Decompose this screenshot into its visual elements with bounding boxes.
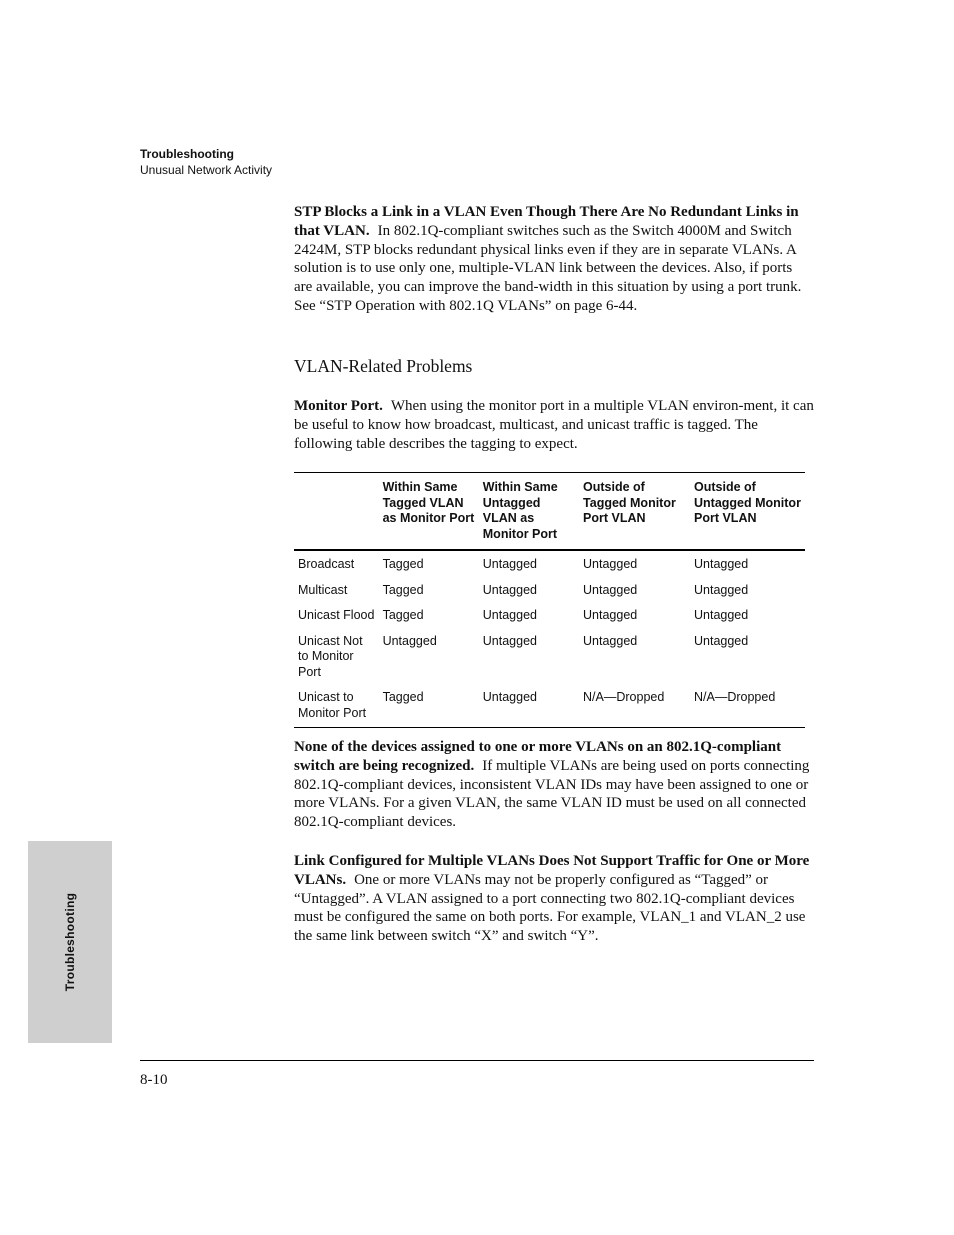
table-header-cell: Within Same Tagged VLAN as Monitor Port — [379, 473, 479, 551]
table-row — [294, 550, 805, 579]
table-cell: Untagged — [482, 557, 537, 571]
monitor-port-tagging-table — [294, 472, 805, 728]
table-header-cell: Outside of Untagged Monitor Port VLAN — [690, 473, 805, 551]
section-heading: VLAN-Related Problems — [294, 356, 473, 376]
table-cell: Untagged — [382, 633, 437, 648]
paragraph-text: In 802.1Q-compliant switches such as the Switch 4000M and Switch 2424M, STP blocks redundant physical links even if they are in separate VLANs. A solution is to use only one, multiple-VLAN link between the devices. Also, if ports are available, you can improve the band-width in this situation by using a port trunk. See “STP Operation with 802.1Q VLANs” on page 6-44. — [294, 222, 802, 314]
table-cell: Tagged — [382, 582, 424, 597]
table-cell: N/A—Dropped — [694, 690, 776, 704]
table-cell: Broadcast — [298, 557, 355, 571]
paragraph-heading: Monitor Port. — [294, 398, 383, 414]
page-number: 8-10 — [140, 1072, 168, 1088]
table-cell: Unicast Not to Monitor Port — [298, 633, 363, 679]
table-cell: Untagged — [694, 557, 749, 571]
paragraph-link-configured — [294, 852, 814, 946]
paragraph-heading: Link Configured for Multiple VLANs Does Not Support Traffic for One or More VLANs. — [294, 853, 810, 888]
table-row — [294, 604, 805, 630]
table-cell: Untagged — [583, 633, 638, 648]
chapter-side-tab-label: Troubleshooting — [63, 892, 77, 992]
table-cell: Untagged — [694, 633, 749, 648]
table-row — [294, 579, 805, 605]
table-cell: Tagged — [382, 608, 424, 622]
table-cell: Untagged — [482, 690, 537, 704]
table-cell: Untagged — [583, 557, 638, 571]
table-cell: Unicast Flood — [298, 608, 375, 622]
paragraph-stp-blocks-link — [294, 203, 814, 316]
paragraph-heading: STP Blocks a Link in a VLAN Even Though There Are No Redundant Links in that VLAN. — [294, 204, 799, 239]
table-row — [294, 686, 805, 728]
footer-divider — [140, 1060, 814, 1061]
table-cell: Untagged — [482, 582, 537, 597]
paragraph-text: When using the monitor port in a multiple VLAN environ-ment, it can be useful to know how broadcast, multicast, and unicast traffic is tagged. The following table describes the tagging to expect. — [294, 398, 814, 452]
table-cell: Untagged — [694, 608, 749, 622]
table-cell: Untagged — [694, 582, 749, 597]
table-row — [294, 630, 805, 687]
table-header-cell: Within Same Untagged VLAN as Monitor Port — [479, 473, 579, 551]
table-cell: Tagged — [382, 690, 424, 704]
paragraph-text: One or more VLANs may not be properly configured as “Tagged” or “Untagged”. A VLAN assigned to a port connecting two 802.1Q-compliant devices must be configured the same on both ports. For example, VLAN_1 and VLAN_2 use the same link between switch “X” and switch “Y”. — [294, 871, 806, 945]
paragraph-devices-not-recognized — [294, 738, 814, 832]
paragraph-heading: None of the devices assigned to one or more VLANs on an 802.1Q-compliant switch are being recognized. — [294, 739, 782, 774]
paragraph-text: If multiple VLANs are being used on ports connecting 802.1Q-compliant devices, inconsistent VLAN IDs may have been assigned to one or more VLANs. For a given VLAN, the same VLAN ID must be used on all connected 802.1Q-compliant devices. — [294, 757, 810, 831]
header-section-title: Troubleshooting — [140, 147, 234, 161]
table-cell: Multicast — [298, 582, 348, 597]
table-cell: Tagged — [382, 557, 424, 571]
table-header-cell: Outside of Tagged Monitor Port VLAN — [579, 473, 690, 551]
table-cell: Untagged — [583, 608, 638, 622]
table-cell: Untagged — [482, 633, 537, 648]
table-header-row — [294, 473, 805, 551]
table-cell: Unicast to Monitor Port — [298, 690, 367, 720]
running-header — [140, 146, 272, 178]
table-cell: Untagged — [482, 608, 537, 622]
table-cell: N/A—Dropped — [583, 690, 665, 704]
header-subsection-title: Unusual Network Activity — [140, 163, 273, 177]
paragraph-monitor-port — [294, 397, 814, 453]
table-cell: Untagged — [583, 582, 638, 597]
table-header-cell — [294, 473, 379, 551]
